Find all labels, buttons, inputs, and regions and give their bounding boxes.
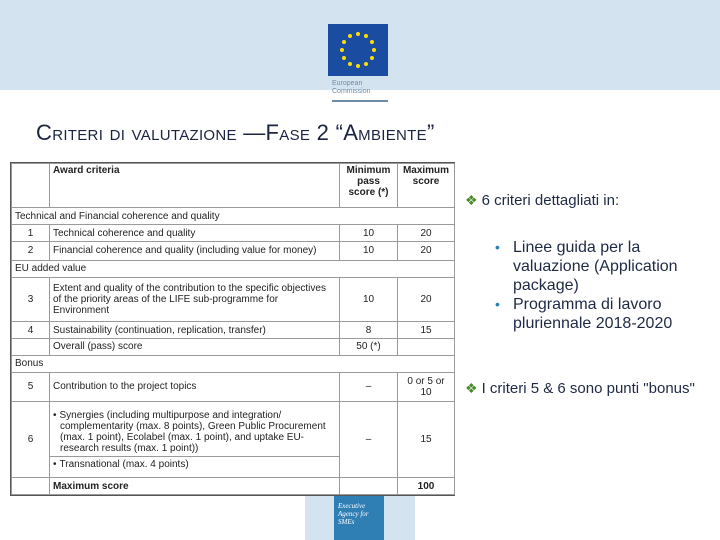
page-title: Criteri di valutazione —Fase 2 “Ambiente”: [36, 120, 435, 145]
logo-line-1: European: [332, 80, 363, 87]
award-criteria-table: [10, 162, 455, 496]
footer-line-2: Agency for: [338, 510, 369, 518]
bullet-criteria-detail: [465, 190, 715, 211]
row-max: 20: [398, 225, 455, 242]
table-row-max-score: [12, 478, 455, 495]
row-6-item-synergies: • Synergies (including multipurpose and integration/ complementarity (max. 8 points), Green Public Procurement (max. 1 point), Ecolabel (max. 1 point), and uptake EU-research results (max. 1 point)): [53, 410, 336, 454]
row-min: –: [340, 402, 398, 478]
row-number: 5: [12, 372, 50, 402]
row-number: 3: [12, 277, 50, 321]
row-label: Overall (pass) score: [50, 338, 340, 355]
sub-bullet-item: [495, 295, 720, 333]
eu-flag-icon: [328, 24, 388, 76]
easme-logo: [334, 496, 384, 540]
header-max-score: Maximum score: [398, 164, 455, 208]
section-bonus: Bonus: [12, 355, 455, 372]
row-min: 10: [340, 277, 398, 321]
row-number: 6: [12, 402, 50, 478]
sub-bullet-text: Linee guida per la valuazione (Application package): [513, 239, 678, 294]
row-number: 4: [12, 322, 50, 339]
diamond-bullet-icon: ❖: [465, 380, 478, 396]
row-min: 10: [340, 225, 398, 242]
footer-line-3: SMEs: [338, 518, 355, 526]
footer-band: [305, 496, 415, 540]
row-6-item-transnational: • Transnational (max. 4 points): [53, 459, 336, 470]
table-row: [12, 225, 455, 242]
row-number: 1: [12, 225, 50, 242]
table-header-row: [12, 164, 455, 208]
table-row: [12, 277, 455, 321]
row-max: 20: [398, 277, 455, 321]
logo-text: [332, 80, 412, 96]
header-min-score: Minimum pass score (*): [340, 164, 398, 208]
bullet-bonus: [465, 378, 715, 399]
row-label: Extent and quality of the contribution to the specific objectives of the priority areas of the LIFE sub-programme for Environment: [50, 277, 340, 321]
dot-bullet-icon: •: [495, 239, 500, 255]
row-min: 8: [340, 322, 398, 339]
row-number: 2: [12, 241, 50, 260]
table-section-row: [12, 260, 455, 277]
row-max-empty: [398, 338, 455, 355]
table-row: [12, 241, 455, 260]
table-section-row: [12, 208, 455, 225]
row-label: Sustainability (continuation, replication, transfer): [50, 322, 340, 339]
row-label: Financial coherence and quality (including value for money): [50, 241, 340, 260]
sub-bullet-text: Programma di lavoro pluriennale 2018-2020: [513, 296, 673, 332]
section-technical: Technical and Financial coherence and quality: [12, 208, 455, 225]
row-label: Contribution to the project topics: [50, 372, 340, 402]
table-row: [12, 372, 455, 402]
row-number-empty: [12, 338, 50, 355]
footer-line-1: Executive: [338, 502, 366, 510]
row-max: 100: [398, 478, 455, 495]
table-row-overall: [12, 338, 455, 355]
row-max: 20: [398, 241, 455, 260]
row-max: 0 or 5 or 10: [398, 372, 455, 402]
diamond-bullet-icon: ❖: [465, 192, 478, 208]
row-min: 10: [340, 241, 398, 260]
logo-line-2: Commission: [332, 88, 371, 95]
row-min: –: [340, 372, 398, 402]
row-label: Maximum score: [50, 478, 340, 495]
table-row: [12, 322, 455, 339]
row-max: 15: [398, 402, 455, 478]
sub-bullet-list: [495, 238, 720, 333]
row-label: Technical coherence and quality: [50, 225, 340, 242]
european-commission-logo: [305, 22, 415, 110]
header-criteria: Award criteria: [50, 164, 340, 208]
bullet-text: I criteri 5 & 6 sono punti "bonus": [481, 380, 695, 397]
row-number-empty: [12, 478, 50, 495]
table-section-row: [12, 355, 455, 372]
section-eu-added-value: EU added value: [12, 260, 455, 277]
logo-underline: [332, 100, 388, 102]
header-empty: [12, 164, 50, 208]
row-max: 15: [398, 322, 455, 339]
table-row: [12, 402, 455, 478]
bullet-text: 6 criteri dettagliati in:: [481, 192, 620, 209]
row-min: 50 (*): [340, 338, 398, 355]
row-label: [50, 402, 340, 478]
dot-bullet-icon: •: [495, 296, 500, 312]
row-min-empty: [340, 478, 398, 495]
sub-bullet-item: [495, 238, 720, 295]
